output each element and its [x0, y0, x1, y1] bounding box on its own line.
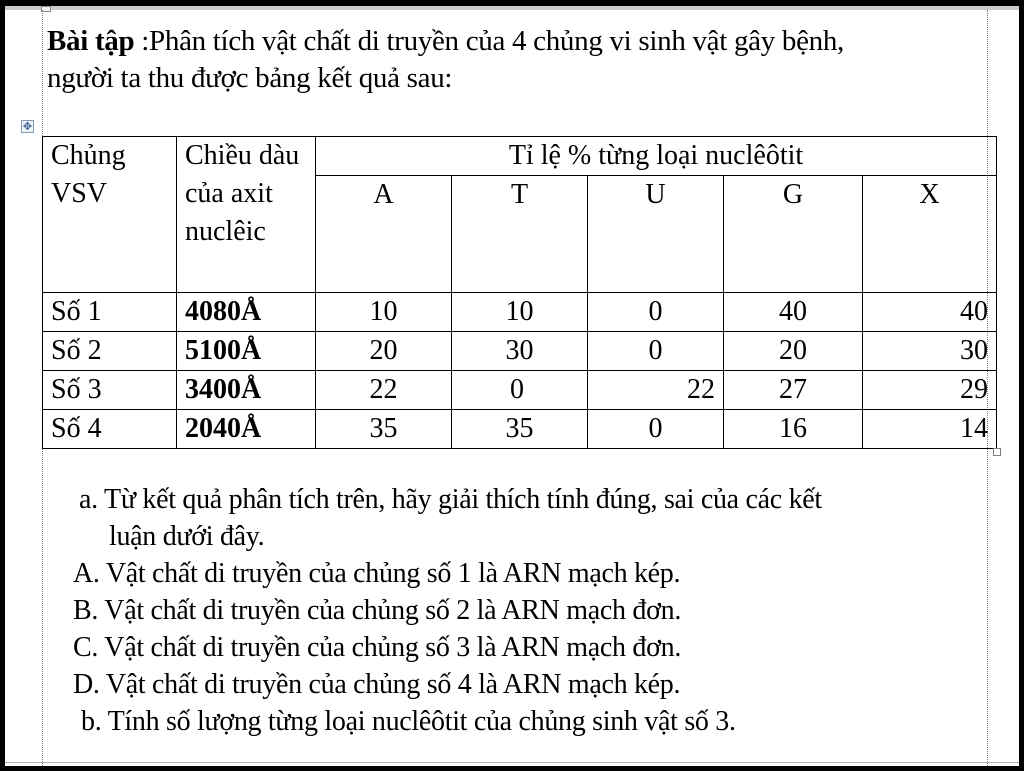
cell-length: 3400Å [177, 371, 316, 410]
header-x: X [863, 176, 997, 293]
exercise-title-line2: người ta thu được bảng kết quả sau: [47, 62, 453, 94]
cell-u: 22 [588, 371, 724, 410]
cell-a: 35 [316, 410, 452, 449]
option-d: D. Vật chất di truyền của chủng số 4 là ARN mạch kép. [73, 669, 681, 700]
question-b: b. Tính số lượng từng loại nuclêôtit của chủng sinh vật số 3. [81, 706, 736, 737]
question-a-line1: a. Từ kết quả phân tích trên, hãy giải thích tính đúng, sai của các kết [79, 484, 822, 515]
exercise-label: Bài tập [47, 25, 135, 57]
cell-x: 30 [863, 332, 997, 371]
table-row [43, 371, 997, 410]
cell-t: 35 [452, 410, 588, 449]
cell-a: 20 [316, 332, 452, 371]
cell-strain: Số 1 [43, 293, 177, 332]
cell-t: 30 [452, 332, 588, 371]
table-header-row [43, 137, 997, 176]
results-table [42, 136, 997, 449]
cell-x: 29 [863, 371, 997, 410]
cell-length: 4080Å [177, 293, 316, 332]
document-page [5, 6, 1019, 766]
header-t: T [452, 176, 588, 293]
cell-t: 10 [452, 293, 588, 332]
question-a-line2: luận dưới đây. [109, 521, 265, 552]
cell-a: 10 [316, 293, 452, 332]
cell-length: 2040Å [177, 410, 316, 449]
cell-strain: Số 3 [43, 371, 177, 410]
cell-strain: Số 2 [43, 332, 177, 371]
cell-u: 0 [588, 293, 724, 332]
cell-u: 0 [588, 410, 724, 449]
header-g: G [724, 176, 863, 293]
cell-t: 0 [452, 371, 588, 410]
cell-g: 40 [724, 293, 863, 332]
cell-length: 5100Å [177, 332, 316, 371]
cell-g: 16 [724, 410, 863, 449]
table-row [43, 332, 997, 371]
exercise-title [47, 23, 992, 97]
option-b: B. Vật chất di truyền của chủng số 2 là ARN mạch đơn. [73, 595, 682, 626]
table-move-icon[interactable]: ✥ [22, 120, 33, 133]
option-a: A. Vật chất di truyền của chủng số 1 là ARN mạch kép. [73, 558, 681, 589]
header-a: A [316, 176, 452, 293]
cell-x: 14 [863, 410, 997, 449]
header-ratio: Tỉ lệ % từng loại nuclêôtit [316, 137, 997, 176]
header-strain: Chủng VSV [43, 137, 177, 293]
cell-g: 27 [724, 371, 863, 410]
exercise-title-text: :Phân tích vật chất di truyền của 4 chủng vi sinh vật gây bệnh, [134, 25, 844, 57]
bottom-boundary [5, 762, 1019, 763]
questions-block [65, 481, 990, 740]
table-row [43, 410, 997, 449]
cell-strain: Số 4 [43, 410, 177, 449]
table-row [43, 293, 997, 332]
cell-g: 20 [724, 332, 863, 371]
header-length: Chiều dàu của axit nuclêic [177, 137, 316, 293]
cell-a: 22 [316, 371, 452, 410]
cell-u: 0 [588, 332, 724, 371]
table-resize-handle-icon[interactable] [993, 448, 1001, 456]
option-c: C. Vật chất di truyền của chủng số 3 là ARN mạch đơn. [73, 632, 682, 663]
ruler-strip [5, 6, 1019, 10]
header-u: U [588, 176, 724, 293]
cell-x: 40 [863, 293, 997, 332]
